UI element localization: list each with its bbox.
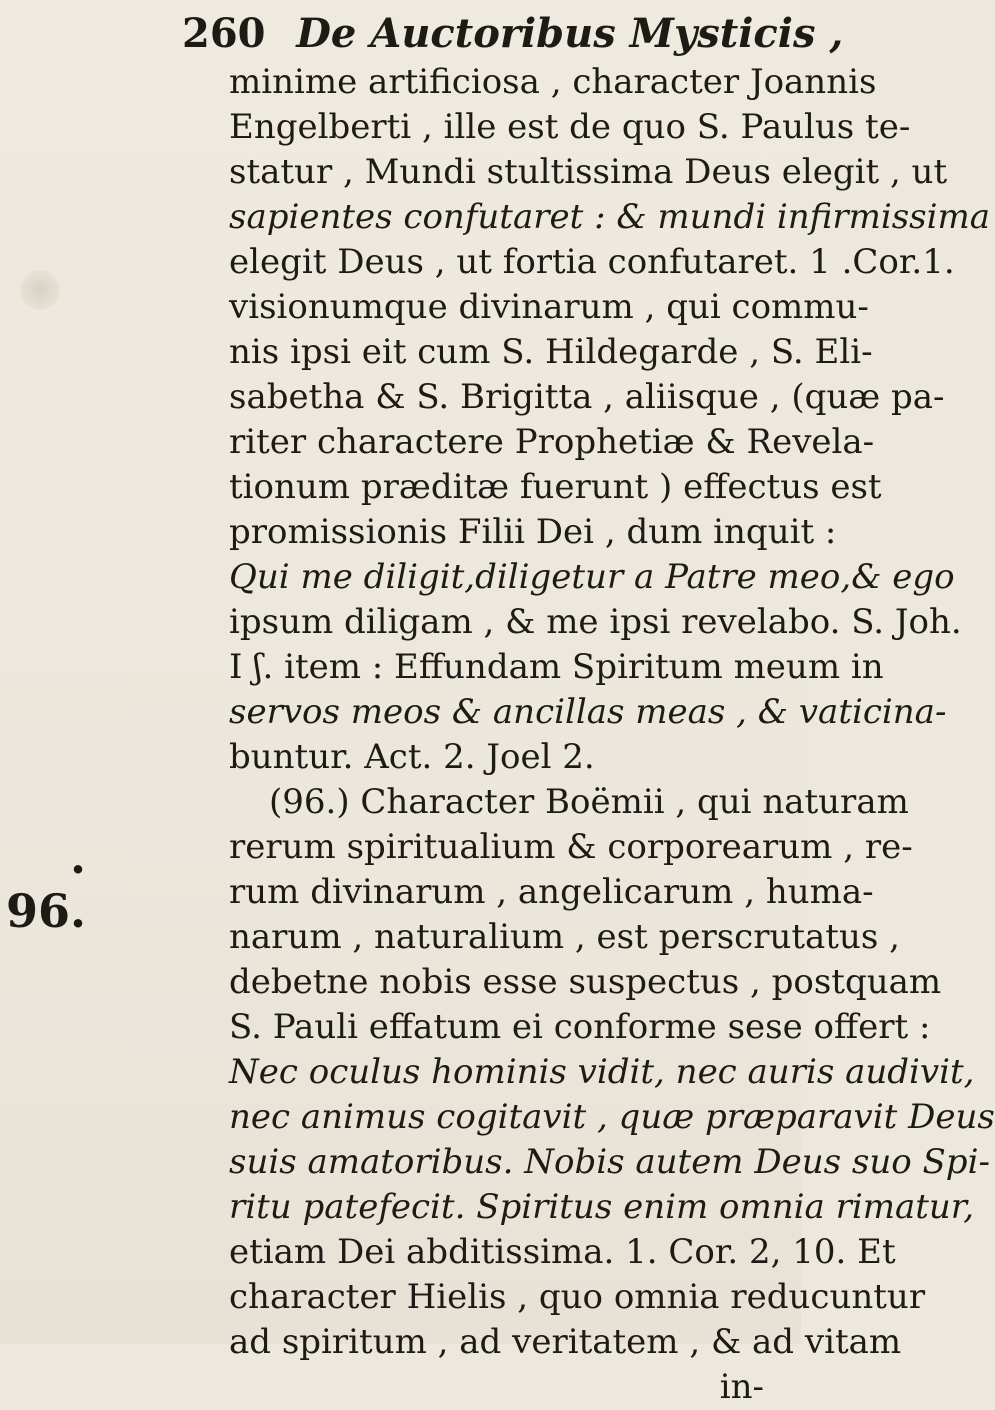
text-line: (96.) Character Boëmii , qui naturam [269,782,909,822]
text-line: Qui me diligit,diligetur a Patre meo,& ego [229,557,955,597]
text-line: character Hielis , quo omnia reducuntur [229,1277,926,1317]
body-text [229,60,995,1410]
text-line: minime artificiosa , character Joannis [229,62,877,102]
text-line: sabetha & S. Brigitta , aliisque , (quæ pa- [229,377,945,417]
text-line: elegit Deus , ut fortia confutaret. 1 .Cor.1. [229,242,955,282]
text-line: in- [719,1367,764,1407]
margin-section-number: . 96. [5,830,86,938]
text-line: tionum præditæ fuerunt ) effectus est [229,467,882,507]
text-line: servos meos & ancillas meas , & vaticina- [229,692,947,732]
text-line: visionumque divinarum , qui commu- [229,287,869,327]
paper-stain [20,270,60,310]
text-line: Nec oculus hominis vidit, nec auris audivit, [229,1052,975,1092]
text-line: narum , naturalium , est perscrutatus , [229,917,900,957]
text-line: riter charactere Prophetiæ & Revela- [229,422,875,462]
text-line: Engelberti , ille est de quo S. Paulus te- [229,107,911,147]
text-line: etiam Dei abditissima. 1. Cor. 2, 10. Et [229,1232,896,1272]
running-title: De Auctoribus Mysticis , [296,10,844,57]
running-header [182,8,844,60]
text-line: nec animus cogitavit , quæ præparavit Deus [229,1097,995,1137]
text-line: buntur. Act. 2. Joel 2. [229,737,595,777]
text-line: statur , Mundi stultissima Deus elegit , ut [229,152,948,192]
text-line: I ʃ. item : Effundam Spiritum meum in [229,647,884,687]
text-line: S. Pauli effatum ei conforme sese offert : [229,1007,931,1047]
text-line: ad spiritum , ad veritatem , & ad vitam [229,1322,902,1362]
text-line: rerum spiritualium & corporearum , re- [229,827,913,867]
text-line: suis amatoribus. Nobis autem Deus suo Spi- [229,1142,990,1182]
text-line: nis ipsi eit cum S. Hildegarde , S. Eli- [229,332,873,372]
text-line: rum divinarum , angelicarum , huma- [229,872,874,912]
page-number: 260 [182,10,266,57]
text-line: ritu patefecit. Spiritus enim omnia rimatur, [229,1187,975,1227]
text-line: ipsum diligam , & me ipsi revelabo. S. Joh. [229,602,962,642]
text-line: debetne nobis esse suspectus , postquam [229,962,942,1002]
text-line: sapientes confutaret : & mundi infirmissima [229,197,990,237]
text-line: promissionis Filii Dei , dum inquit : [229,512,837,552]
